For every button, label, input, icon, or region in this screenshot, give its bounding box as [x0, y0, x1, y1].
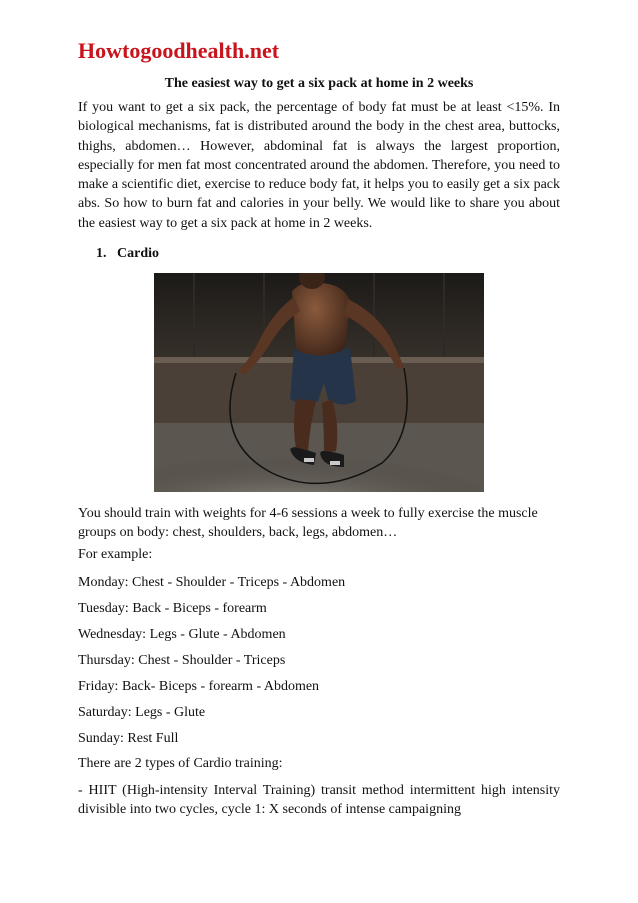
section-heading-cardio — [96, 246, 159, 262]
section-number: 1. — [96, 246, 107, 261]
jump-rope-athlete-photo — [154, 273, 484, 492]
schedule-saturday: Saturday: Legs - Glute — [78, 705, 206, 720]
site-title: Howtogoodhealth.net — [78, 38, 280, 63]
schedule-monday: Monday: Chest - Shoulder - Triceps - Abdomen — [78, 575, 346, 590]
schedule-wednesday: Wednesday: Legs - Glute - Abdomen — [78, 627, 286, 642]
intro-paragraph: If you want to get a six pack, the percentage of body fat must be at least <15%. In biological mechanisms, fat is distributed around the body in the chest area, buttocks, thighs, abdomen… However, abdominal fat is always the largest proportion, especially for men fat most concentrated around the abdomen. Therefore, you need to make a scientific diet, exercise to reduce body fat, it helps you to easily get a six pack abs. So how to burn fat and calories in your belly. We would like to share you about the easiest way to get a six pack at home in 2 weeks. — [78, 100, 560, 231]
section-title: Cardio — [117, 246, 159, 261]
schedule-thursday: Thursday: Chest - Shoulder - Triceps — [78, 653, 286, 668]
training-paragraph: You should train with weights for 4-6 sessions a week to fully exercise the muscle groups on body: chest, shoulders, back, legs, abdomen… — [78, 506, 538, 540]
schedule-tuesday: Tuesday: Back - Biceps - forearm — [78, 601, 267, 616]
hiit-paragraph: - HIIT (High-intensity Interval Training) transit method intermittent high intensity divisible into two cycles, cycle 1: X seconds of intense campaigning — [78, 783, 560, 818]
schedule-friday: Friday: Back- Biceps - forearm - Abdomen — [78, 679, 320, 694]
for-example-label: For example: — [78, 547, 153, 562]
cardio-types-text: There are 2 types of Cardio training: — [78, 756, 283, 771]
document-title: The easiest way to get a six pack at home in 2 weeks — [164, 76, 474, 91]
schedule-sunday: Sunday: Rest Full — [78, 731, 179, 746]
